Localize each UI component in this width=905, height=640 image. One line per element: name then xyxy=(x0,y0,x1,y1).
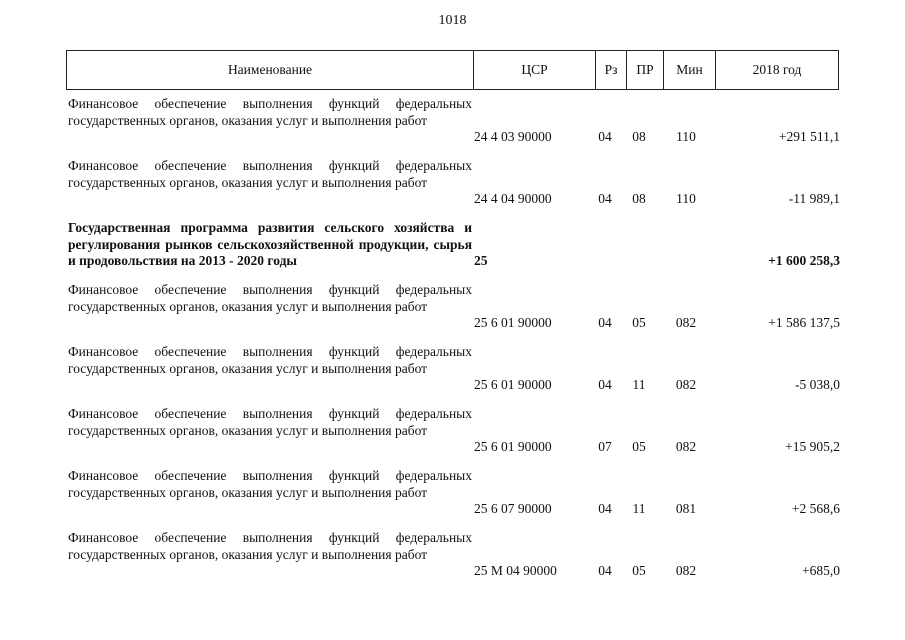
row-name: Финансовое обеспечение выполнения функций федеральных государственных органов, оказания услуг и выполнения работ xyxy=(68,406,472,438)
row-csr: 25 6 07 90000 xyxy=(474,501,552,516)
row-amount: -11 989,1 xyxy=(788,191,840,206)
header-year: 2018 год xyxy=(715,51,838,89)
row-name: Финансовое обеспечение выполнения функций федеральных государственных органов, оказания услуг и выполнения работ xyxy=(68,468,472,500)
row-pr: 05 xyxy=(632,563,646,578)
row-amount: +685,0 xyxy=(802,563,840,578)
table-row xyxy=(68,158,840,220)
page-number: 1018 xyxy=(438,13,467,28)
table-row xyxy=(68,468,840,530)
row-pr: 05 xyxy=(632,439,646,454)
row-min: 110 xyxy=(676,191,696,206)
table-row-program xyxy=(68,220,840,282)
row-rz: 04 xyxy=(598,129,612,144)
row-amount: -5 038,0 xyxy=(795,377,840,392)
header-pr: ПР xyxy=(626,51,663,89)
row-rz: 04 xyxy=(598,191,612,206)
table-row xyxy=(68,406,840,468)
row-min: 082 xyxy=(675,439,697,454)
row-name: Финансовое обеспечение выполнения функций федеральных государственных органов, оказания услуг и выполнения работ xyxy=(68,344,472,376)
table-body xyxy=(68,96,840,592)
row-csr: 25 xyxy=(474,253,488,268)
row-amount: +2 568,6 xyxy=(791,501,840,516)
row-csr: 25 6 01 90000 xyxy=(474,439,552,454)
row-name: Финансовое обеспечение выполнения функций федеральных государственных органов, оказания услуг и выполнения работ xyxy=(68,158,472,190)
row-pr: 11 xyxy=(632,501,646,516)
row-rz: 04 xyxy=(598,501,612,516)
row-pr: 08 xyxy=(632,191,646,206)
row-csr: 24 4 04 90000 xyxy=(474,191,552,206)
row-min: 082 xyxy=(675,377,697,392)
row-min: 110 xyxy=(676,129,696,144)
row-rz: 04 xyxy=(598,563,612,578)
header-csr: ЦСР xyxy=(473,51,595,89)
table-row xyxy=(68,344,840,406)
row-amount: +291 511,1 xyxy=(778,129,840,144)
row-amount: +1 600 258,3 xyxy=(768,253,840,268)
table-row xyxy=(68,282,840,344)
row-min: 082 xyxy=(675,563,697,578)
table-header xyxy=(66,50,839,90)
table-row xyxy=(68,96,840,158)
row-csr: 25 М 04 90000 xyxy=(474,563,557,578)
row-name: Финансовое обеспечение выполнения функций федеральных государственных органов, оказания услуг и выполнения работ xyxy=(68,282,472,314)
row-min: 081 xyxy=(675,501,697,516)
row-name: Государственная программа развития сельского хозяйства и регулирования рынков сельскохозяйственной продукции, сырья и продовольствия на 2013 - 2020 годы xyxy=(68,220,472,268)
row-name: Финансовое обеспечение выполнения функций федеральных государственных органов, оказания услуг и выполнения работ xyxy=(68,530,472,562)
header-name: Наименование xyxy=(227,62,313,77)
row-csr: 25 6 01 90000 xyxy=(474,315,552,330)
row-pr: 08 xyxy=(632,129,646,144)
row-rz: 04 xyxy=(598,377,612,392)
row-name: Финансовое обеспечение выполнения функций федеральных государственных органов, оказания услуг и выполнения работ xyxy=(68,96,472,128)
header-min: Мин xyxy=(663,51,715,89)
row-amount: +15 905,2 xyxy=(785,439,840,454)
row-rz: 07 xyxy=(598,439,612,454)
row-csr: 25 6 01 90000 xyxy=(474,377,552,392)
row-rz: 04 xyxy=(598,315,612,330)
row-pr: 05 xyxy=(632,315,646,330)
header-rz: Рз xyxy=(595,51,626,89)
row-csr: 24 4 03 90000 xyxy=(474,129,552,144)
row-pr: 11 xyxy=(632,377,646,392)
row-min: 082 xyxy=(675,315,697,330)
row-amount: +1 586 137,5 xyxy=(768,315,840,330)
table-row xyxy=(68,530,840,592)
